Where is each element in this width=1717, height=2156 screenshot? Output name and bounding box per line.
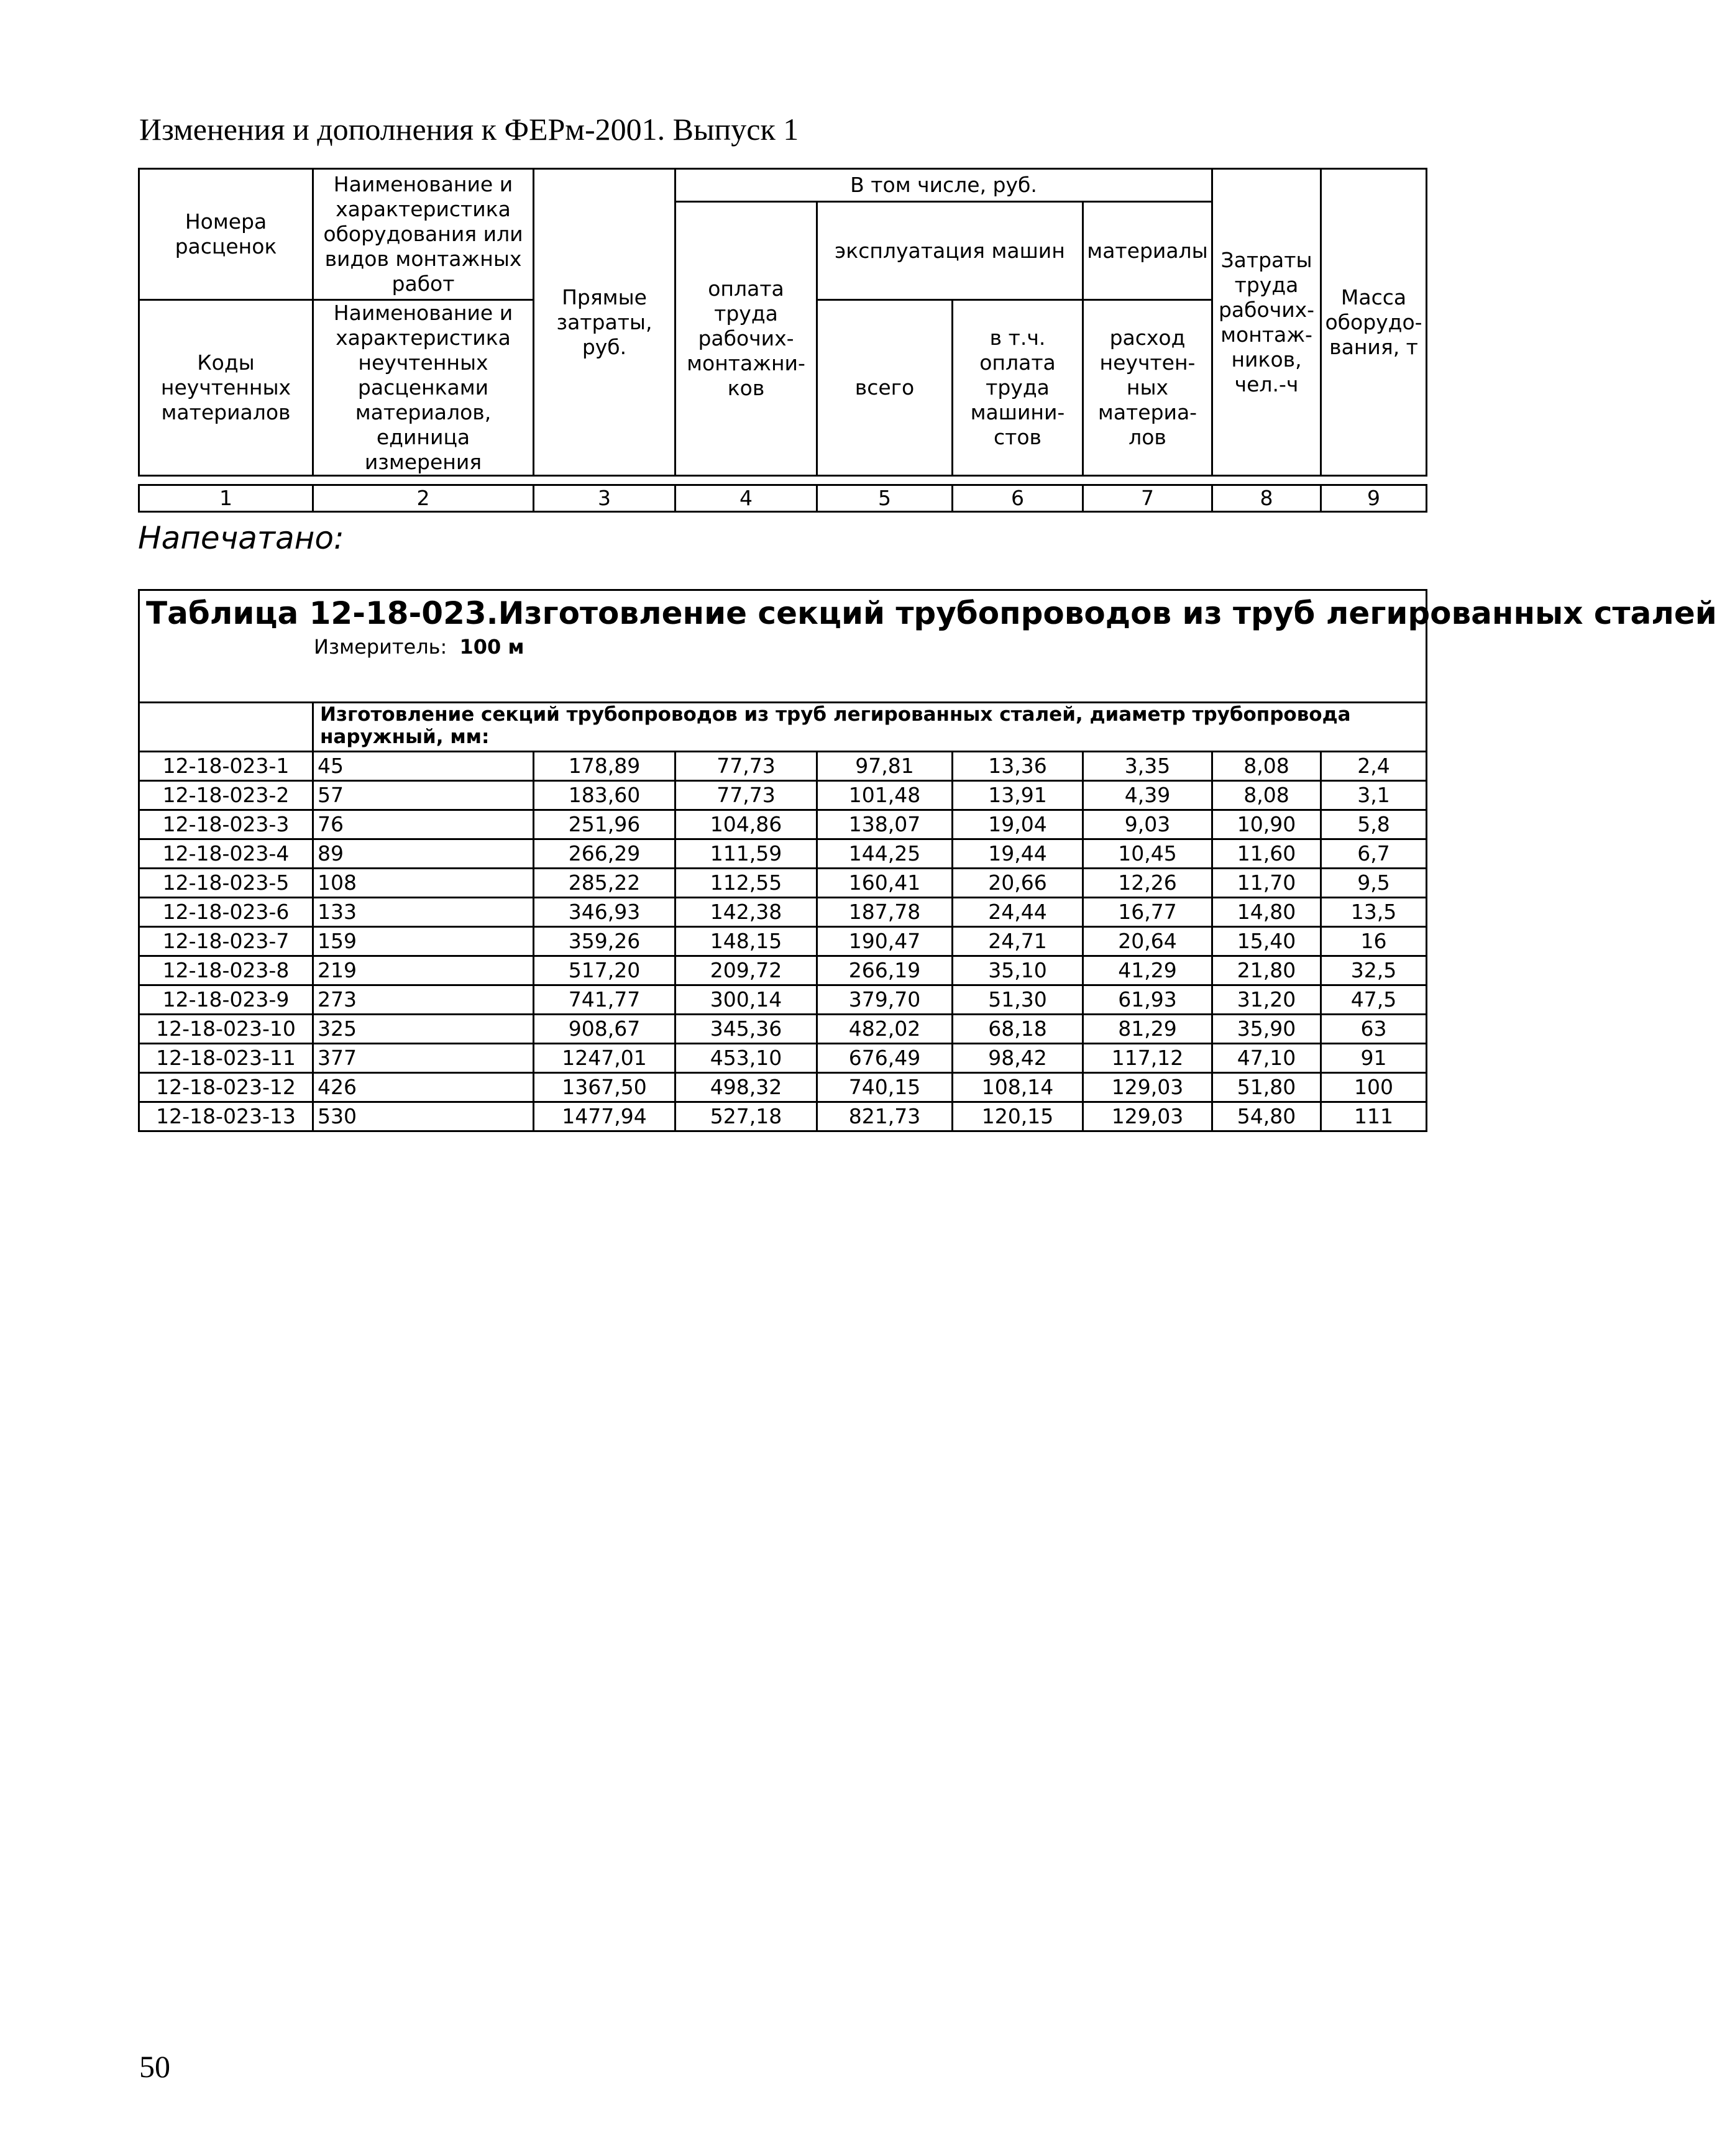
material-use-cell: 3,35 [1083,752,1212,781]
norm-code-cell: 12-18-023-5 [139,869,313,898]
column-header-table [138,168,1427,513]
labor-pay-cell: 453,10 [675,1044,817,1073]
equipment-mass-cell: 13,5 [1321,898,1427,927]
pipe-diameter-cell: 219 [313,956,534,985]
labor-pay-cell: 527,18 [675,1102,817,1131]
material-use-cell: 16,77 [1083,898,1212,927]
norm-code-cell: 12-18-023-8 [139,956,313,985]
page-number: 50 [139,2049,170,2084]
labor-costs-cell: 47,10 [1212,1044,1321,1073]
pipe-diameter-cell: 108 [313,869,534,898]
norm-code-cell: 12-18-023-2 [139,781,313,810]
equipment-mass-cell: 100 [1321,1073,1427,1102]
meter-label: Измеритель: [314,635,447,659]
material-use-cell: 129,03 [1083,1102,1212,1131]
rates-table [138,589,1717,1132]
material-use-cell: 61,93 [1083,985,1212,1015]
column-number: 5 [817,485,953,512]
header-labor-costs: Затраты труда рабочих-монтаж-ников, чел.-ч [1212,169,1321,476]
header-machine-total: всего [817,300,953,476]
table-row [139,985,1427,1015]
labor-pay-cell: 112,55 [675,869,817,898]
machine-total-cell: 187,78 [817,898,953,927]
column-number: 2 [313,485,534,512]
table-row [139,869,1427,898]
material-use-cell: 117,12 [1083,1044,1212,1073]
section-heading: Изготовление секций трубопроводов из труб легированных сталей, диаметр трубопровода наружный, мм: [313,703,1427,752]
running-head: Изменения и дополнения к ФЕРм-2001. Выпуск 1 [139,112,799,147]
header-machine-operation: эксплуатация машин [817,202,1083,300]
pipe-diameter-cell: 377 [313,1044,534,1073]
table-row [139,839,1427,869]
pipe-diameter-cell: 159 [313,927,534,956]
equipment-mass-cell: 5,8 [1321,810,1427,839]
labor-costs-cell: 15,40 [1212,927,1321,956]
norm-code-cell: 12-18-023-4 [139,839,313,869]
machine-operator-pay-cell: 13,36 [953,752,1083,781]
table-row [139,1044,1427,1073]
equipment-mass-cell: 6,7 [1321,839,1427,869]
material-use-cell: 41,29 [1083,956,1212,985]
pipe-diameter-cell: 89 [313,839,534,869]
machine-operator-pay-cell: 24,71 [953,927,1083,956]
equipment-mass-cell: 9,5 [1321,869,1427,898]
table-row [139,898,1427,927]
direct-costs-cell: 741,77 [534,985,675,1015]
table-row [139,1015,1427,1044]
equipment-mass-cell: 16 [1321,927,1427,956]
machine-total-cell: 379,70 [817,985,953,1015]
direct-costs-cell: 1247,01 [534,1044,675,1073]
labor-pay-cell: 104,86 [675,810,817,839]
direct-costs-cell: 1367,50 [534,1073,675,1102]
direct-costs-cell: 285,22 [534,869,675,898]
machine-operator-pay-cell: 19,44 [953,839,1083,869]
machine-total-cell: 740,15 [817,1073,953,1102]
table-row [139,927,1427,956]
direct-costs-cell: 251,96 [534,810,675,839]
direct-costs-cell: 1477,94 [534,1102,675,1131]
header-material-use: расход неучтен-ных материа-лов [1083,300,1212,476]
material-use-cell: 9,03 [1083,810,1212,839]
labor-costs-cell: 8,08 [1212,781,1321,810]
norm-code-cell: 12-18-023-6 [139,898,313,927]
header-machine-operator-pay: в т.ч. оплата труда машини-стов [953,300,1083,476]
equipment-mass-cell: 111 [1321,1102,1427,1131]
equipment-mass-cell: 32,5 [1321,956,1427,985]
direct-costs-cell: 346,93 [534,898,675,927]
table-row [139,1102,1427,1131]
table-title: Таблица 12-18-023.Изготовление секций трубопроводов из труб легированных сталей [146,595,1717,631]
equipment-mass-cell: 91 [1321,1044,1427,1073]
table-row [139,781,1427,810]
machine-total-cell: 160,41 [817,869,953,898]
machine-operator-pay-cell: 13,91 [953,781,1083,810]
direct-costs-cell: 517,20 [534,956,675,985]
norm-code-cell: 12-18-023-3 [139,810,313,839]
header-direct-costs: Прямые затраты, руб. [534,169,675,476]
pipe-diameter-cell: 273 [313,985,534,1015]
labor-costs-cell: 11,60 [1212,839,1321,869]
printed-note: Напечатано: [138,520,344,556]
labor-costs-cell: 11,70 [1212,869,1321,898]
machine-operator-pay-cell: 51,30 [953,985,1083,1015]
labor-costs-cell: 35,90 [1212,1015,1321,1044]
machine-operator-pay-cell: 120,15 [953,1102,1083,1131]
norm-code-cell: 12-18-023-12 [139,1073,313,1102]
machine-total-cell: 138,07 [817,810,953,839]
direct-costs-cell: 908,67 [534,1015,675,1044]
norm-code-cell: 12-18-023-7 [139,927,313,956]
pipe-diameter-cell: 76 [313,810,534,839]
material-use-cell: 10,45 [1083,839,1212,869]
column-number: 7 [1083,485,1212,512]
machine-total-cell: 101,48 [817,781,953,810]
machine-operator-pay-cell: 20,66 [953,869,1083,898]
pipe-diameter-cell: 133 [313,898,534,927]
labor-costs-cell: 31,20 [1212,985,1321,1015]
labor-pay-cell: 498,32 [675,1073,817,1102]
header-including: В том числе, руб. [675,169,1212,202]
material-use-cell: 81,29 [1083,1015,1212,1044]
labor-costs-cell: 54,80 [1212,1102,1321,1131]
labor-pay-cell: 300,14 [675,985,817,1015]
table-row [139,956,1427,985]
column-number: 9 [1321,485,1427,512]
direct-costs-cell: 266,29 [534,839,675,869]
header-equipment-mass: Масса оборудо-вания, т [1321,169,1427,476]
machine-total-cell: 482,02 [817,1015,953,1044]
pipe-diameter-cell: 57 [313,781,534,810]
machine-total-cell: 190,47 [817,927,953,956]
labor-pay-cell: 77,73 [675,752,817,781]
machine-operator-pay-cell: 68,18 [953,1015,1083,1044]
section-code-cell [139,703,313,752]
machine-operator-pay-cell: 98,42 [953,1044,1083,1073]
rate-rows [139,752,1427,1131]
direct-costs-cell: 178,89 [534,752,675,781]
material-use-cell: 20,64 [1083,927,1212,956]
meter-value: 100 м [459,635,524,659]
column-number: 3 [534,485,675,512]
column-number: 1 [139,485,313,512]
header-material-codes: Коды неучтенных материалов [139,300,313,476]
machine-total-cell: 266,19 [817,956,953,985]
labor-pay-cell: 148,15 [675,927,817,956]
labor-costs-cell: 10,90 [1212,810,1321,839]
machine-total-cell: 821,73 [817,1102,953,1131]
table-row [139,1073,1427,1102]
labor-costs-cell: 21,80 [1212,956,1321,985]
labor-costs-cell: 8,08 [1212,752,1321,781]
column-number: 6 [953,485,1083,512]
table-title-block [139,590,1717,703]
direct-costs-cell: 183,60 [534,781,675,810]
material-use-cell: 12,26 [1083,869,1212,898]
table-row [139,810,1427,839]
labor-pay-cell: 142,38 [675,898,817,927]
labor-pay-cell: 111,59 [675,839,817,869]
column-number: 8 [1212,485,1321,512]
norm-code-cell: 12-18-023-10 [139,1015,313,1044]
equipment-mass-cell: 47,5 [1321,985,1427,1015]
equipment-mass-cell: 3,1 [1321,781,1427,810]
norm-code-cell: 12-18-023-9 [139,985,313,1015]
material-use-cell: 4,39 [1083,781,1212,810]
equipment-mass-cell: 2,4 [1321,752,1427,781]
labor-costs-cell: 51,80 [1212,1073,1321,1102]
pipe-diameter-cell: 325 [313,1015,534,1044]
labor-pay-cell: 345,36 [675,1015,817,1044]
pipe-diameter-cell: 45 [313,752,534,781]
table-row [139,752,1427,781]
material-use-cell: 129,03 [1083,1073,1212,1102]
pipe-diameter-cell: 426 [313,1073,534,1102]
machine-total-cell: 144,25 [817,839,953,869]
header-labor-pay: оплата труда рабочих-монтажни-ков [675,202,817,476]
labor-pay-cell: 77,73 [675,781,817,810]
header-norm-numbers: Номера расценок [139,169,313,300]
machine-operator-pay-cell: 108,14 [953,1073,1083,1102]
machine-operator-pay-cell: 35,10 [953,956,1083,985]
machine-total-cell: 676,49 [817,1044,953,1073]
column-number: 4 [675,485,817,512]
machine-operator-pay-cell: 19,04 [953,810,1083,839]
norm-code-cell: 12-18-023-11 [139,1044,313,1073]
equipment-mass-cell: 63 [1321,1015,1427,1044]
pipe-diameter-cell: 530 [313,1102,534,1131]
measurement-unit [314,634,1426,659]
machine-operator-pay-cell: 24,44 [953,898,1083,927]
machine-total-cell: 97,81 [817,752,953,781]
header-materials: материалы [1083,202,1212,300]
norm-code-cell: 12-18-023-1 [139,752,313,781]
norm-code-cell: 12-18-023-13 [139,1102,313,1131]
direct-costs-cell: 359,26 [534,927,675,956]
labor-pay-cell: 209,72 [675,956,817,985]
header-material-name: Наименование и характеристика неучтенных расценками материалов, единица измерения [313,300,534,476]
labor-costs-cell: 14,80 [1212,898,1321,927]
header-work-name: Наименование и характеристика оборудования или видов монтажных работ [313,169,534,300]
